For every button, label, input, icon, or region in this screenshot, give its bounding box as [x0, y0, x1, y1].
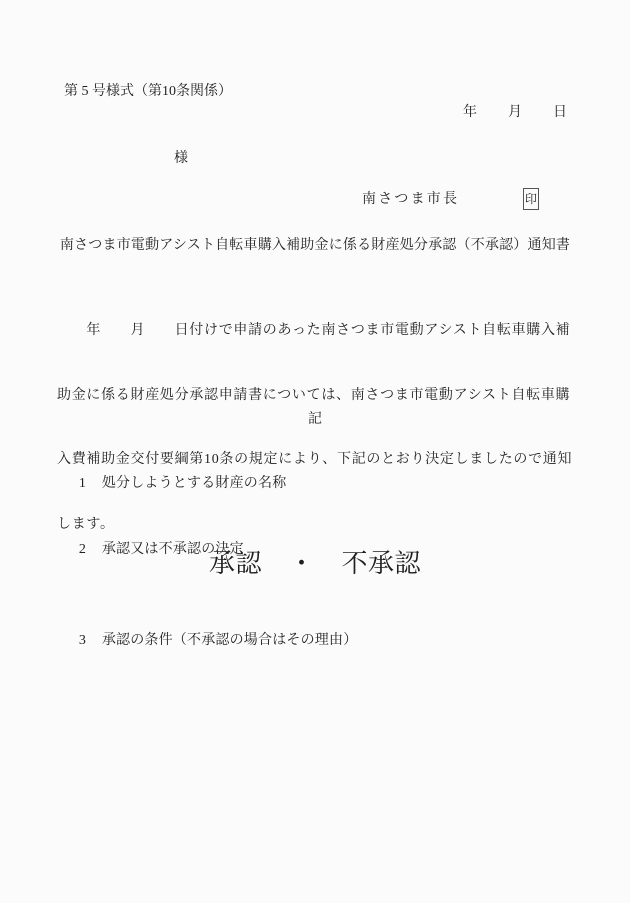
item-3: [64, 611, 357, 671]
date-line: 年 月 日: [463, 105, 568, 120]
item-3-number: 3: [78, 633, 87, 648]
item-2-number: 2: [78, 542, 87, 557]
addressee-honorific: 様: [174, 151, 188, 166]
item-1: [64, 454, 286, 514]
item-3-label: 承認の条件（不承認の場合はその理由）: [101, 633, 358, 648]
item-1-number: 1: [78, 476, 87, 491]
record-marker: 記: [308, 412, 322, 427]
document-title: 南さつま市電動アシスト自転車購入補助金に係る財産処分承認（不承認）通知書: [59, 238, 571, 253]
item-1-label: 処分しようとする財産の名称: [101, 476, 287, 491]
seal-label: 印: [524, 192, 537, 206]
form-number: 第 5 号様式（第10条関係）: [64, 84, 232, 99]
seal-box: [523, 188, 539, 210]
body-line-1: 年 月 日付けで申請のあった南さつま市電動アシスト自転車購入補: [57, 323, 571, 338]
body-line-4: します。: [57, 516, 115, 532]
sender-name: 南さつま市長: [362, 192, 460, 207]
body-line-3: 入費補助金交付要綱第10条の規定により、下記のとおり決定しましたので通知: [57, 452, 573, 467]
decision-options: 承認 ・ 不承認: [208, 549, 421, 578]
item-2-label: 承認又は不承認の決定: [101, 542, 244, 557]
body-line-2: 助金に係る財産処分承認申請書については、南さつま市電動アシスト自転車購: [57, 387, 571, 403]
